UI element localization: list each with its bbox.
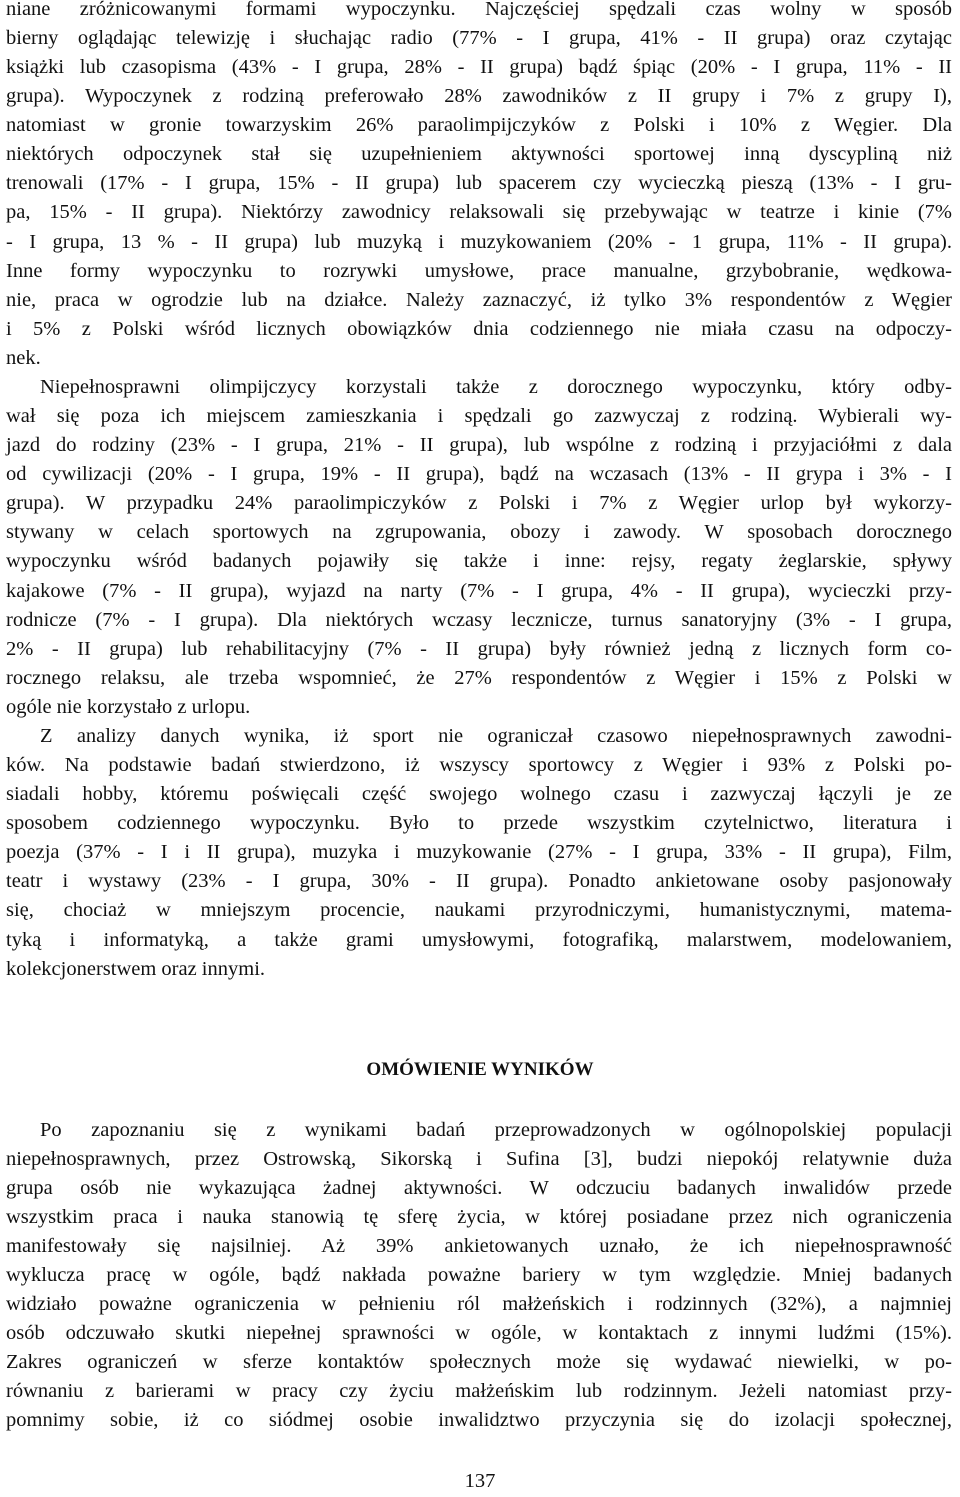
- text-line: poezja (37% - I i II grupa), muzyka i muzykowanie (27% - I grupa, 33% - II grupa), Film,: [6, 841, 952, 863]
- text-line: niane zróżnicowanymi formami wypoczynku. Najczęściej spędzali czas wolny w sposób: [6, 0, 952, 20]
- text-line: ków. Na podstawie badań stwierdzono, iż wszyscy sportowcy z Węgier i 93% z Polski po-: [6, 754, 952, 776]
- text-line: nie, praca w ogrodzie lub na działce. Należy zaznaczyć, iż tylko 3% respondentów z Węgier: [6, 289, 952, 311]
- text-line: rocznego relaksu, ale trzeba wspomnieć, że 27% respondentów z Węgier i 15% z Polski w: [6, 667, 952, 689]
- text-line: kajakowe (7% - II grupa), wyjazd na narty (7% - I grupa, 4% - II grupa), wycieczki przy-: [6, 580, 952, 602]
- text-line: wał się poza ich miejscem zamieszkania i spędzali go zazwyczaj z rodziną. Wybierali wy-: [6, 405, 952, 427]
- text-line: równaniu z barierami w pracy czy życiu małżeńskim lub rodzinnym. Jeżeli natomiast przy-: [6, 1380, 952, 1402]
- text-line: tyką i informatyką, a także grami umysłowymi, fotografiką, malarstwem, modelowaniem,: [6, 929, 952, 951]
- text-line: kolekcjonerstwem oraz innymi.: [6, 958, 266, 980]
- page-number: 137: [464, 1470, 496, 1492]
- text-line: grupa). W przypadku 24% paraolimpiczyków z Polski i 7% z Węgier urlop był wykorzy-: [6, 492, 952, 514]
- text-line: rodnicze (7% - I grupa). Dla niektórych wczasy lecznicze, turnus sanatoryjny (3% - I grupa,: [6, 609, 952, 631]
- text-line: książki lub czasopisma (43% - I grupa, 28% - II grupa) bądź śpiąc (20% - I grupa, 11% - II: [6, 56, 952, 78]
- text-line: Zakres ograniczeń w sferze kontaktów społecznych może się wydawać niewielki, w po-: [6, 1351, 952, 1373]
- text-line: się, chociaż w mniejszym procencie, naukami przyrodniczymi, humanistycznymi, matema-: [6, 899, 952, 921]
- text-line: pomnimy sobie, iż co siódmej osobie inwalidztwo przyczynia się do izolacji społecznej,: [6, 1409, 952, 1431]
- text-line: 2% - II grupa) lub rehabilitacyjny (7% - II grupa) były również jedną z licznych form co-: [6, 638, 952, 660]
- paragraph-first-line: Po zapoznaniu się z wynikami badań przeprowadzonych w ogólnopolskiej populacji: [40, 1119, 952, 1141]
- text-line: nek.: [6, 347, 41, 369]
- text-line: widziało poważne ograniczenia w pełnieniu ról małżeńskich i rodzinnych (32%), a najmniej: [6, 1293, 952, 1315]
- text-line: niektórych odpoczynek stał się uzupełnieniem aktywności sportowej inną dyscypliną niż: [6, 143, 952, 165]
- text-line: niepełnosprawnych, przez Ostrowską, Sikorską i Sufina [3], budzi niepokój relatywnie duża: [6, 1148, 952, 1170]
- text-line: wszystkim praca i nauka stanowią tę sferę życia, w której posiadane przez nich ograniczenia: [6, 1206, 952, 1228]
- text-line: teatr i wystawy (23% - I grupa, 30% - II grupa). Ponadto ankietowane osoby pasjonowały: [6, 870, 952, 892]
- text-line: siadali hobby, któremu poświęcali część swojego wolnego czasu i zazwyczaj łączyli je ze: [6, 783, 952, 805]
- text-line: grupa). Wypoczynek z rodziną preferowało 28% zawodników z II grupy i 7% z grupy I),: [6, 85, 952, 107]
- text-line: wypoczynku wśród badanych pojawiły się także i inne: rejsy, regaty żeglarskie, spływy: [6, 550, 952, 572]
- text-line: ogóle nie korzystało z urlopu.: [6, 696, 251, 718]
- text-line: od cywilizacji (20% - I grupa, 19% - II grupa), bądź na wczasach (13% - II grypa i 3% - I: [6, 463, 952, 485]
- text-line: jazd do rodziny (23% - I grupa, 21% - II grupa), lub wspólne z rodziną i przyjaciółmi z dala: [6, 434, 952, 456]
- text-line: osób odczuwało skutki niepełnej sprawności w ogóle, w kontaktach z innymi ludźmi (15%).: [6, 1322, 952, 1344]
- text-line: grupa osób nie wykazująca żadnej aktywności. W odczuciu badanych inwalidów przede: [6, 1177, 952, 1199]
- paragraph-first-line: Z analizy danych wynika, iż sport nie ograniczał czasowo niepełnosprawnych zawodni-: [40, 725, 952, 747]
- paragraph-first-line: Niepełnosprawni olimpijczycy korzystali także z dorocznego wypoczynku, który odby-: [40, 376, 952, 398]
- text-line: wyklucza pracę w ogóle, bądź nakłada poważne bariery w tym względzie. Mniej badanych: [6, 1264, 952, 1286]
- text-line: stywany w celach sportowych na zgrupowania, obozy i zawody. W sposobach dorocznego: [6, 521, 952, 543]
- text-line: - I grupa, 13 % - II grupa) lub muzyką i muzykowaniem (20% - 1 grupa, 11% - II grupa).: [6, 231, 952, 253]
- text-line: i 5% z Polski wśród licznych obowiązków dnia codziennego nie miała czasu na odpoczy-: [6, 318, 952, 340]
- text-line: pa, 15% - II grupa). Niektórzy zawodnicy relaksowali się przebywając w teatrze i kinie (7%: [6, 201, 952, 223]
- text-line: trenowali (17% - I grupa, 15% - II grupa) lub spacerem czy wycieczką pieszą (13% - I gru-: [6, 172, 952, 194]
- text-line: natomiast w gronie towarzyskim 26% paraolimpijczyków z Polski i 10% z Węgier. Dla: [6, 114, 952, 136]
- text-line: bierny oglądając telewizję i słuchając radio (77% - I grupa, 41% - II grupa) oraz czytając: [6, 27, 952, 49]
- text-line: sposobem codziennego wypoczynku. Było to przede wszystkim czytelnictwo, literatura i: [6, 812, 952, 834]
- section-heading: OMÓWIENIE WYNIKÓW: [366, 1059, 594, 1080]
- text-line: manifestowały się najsilniej. Aż 39% ankietowanych uznało, że ich niepełnosprawność: [6, 1235, 952, 1257]
- text-line: Inne formy wypoczynku to rozrywki umysłowe, prace manualne, grzybobranie, wędkowa-: [6, 260, 952, 282]
